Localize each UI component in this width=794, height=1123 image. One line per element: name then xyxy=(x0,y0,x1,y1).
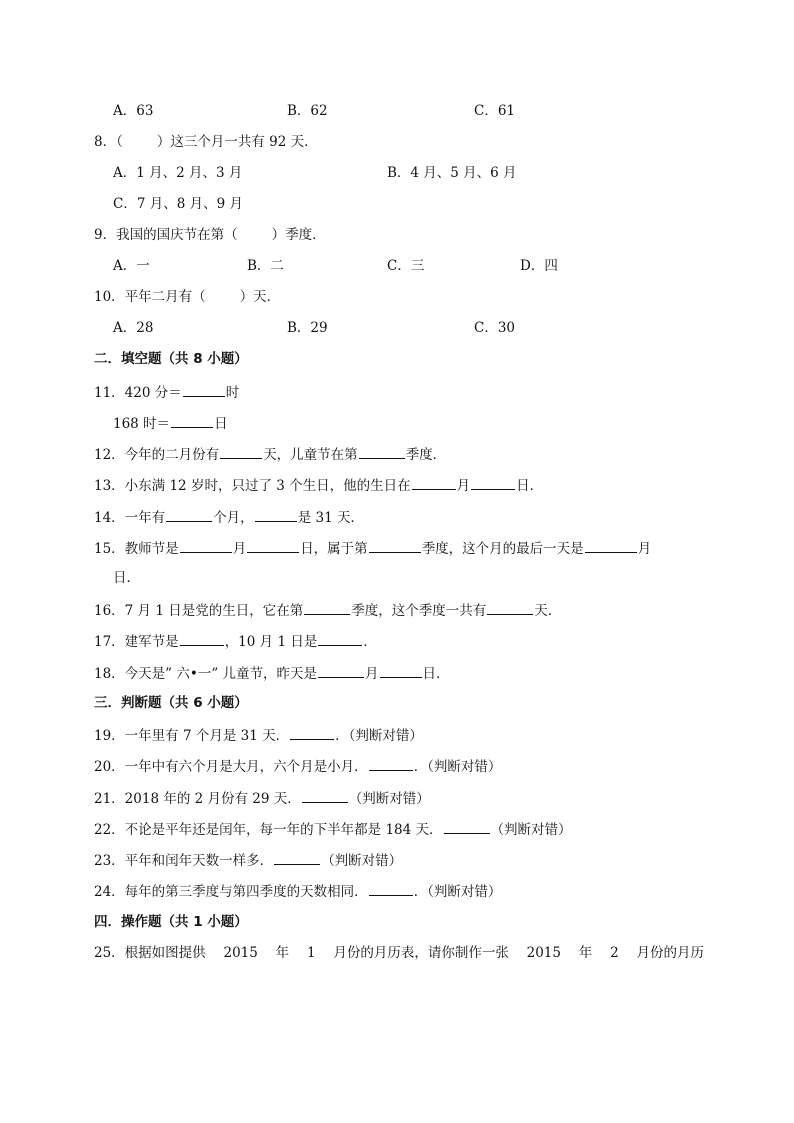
answer-blank[interactable] xyxy=(444,819,490,834)
answer-blank[interactable] xyxy=(359,444,405,459)
q9-option-c: C．三 xyxy=(387,258,425,274)
answer-blank[interactable] xyxy=(380,663,422,678)
q15-part-4: 季度，这个月的最后一天是 xyxy=(421,541,584,557)
q7-option-b: B．62 xyxy=(287,103,328,119)
question-8 xyxy=(94,133,318,151)
question-14 xyxy=(94,507,364,527)
q9-option-b: B．二 xyxy=(247,258,284,274)
q25-word: 2015 xyxy=(526,945,561,961)
answer-blank[interactable] xyxy=(585,538,637,553)
q15-part-2: 月 xyxy=(232,541,247,557)
q13-part-1: 13．小东满 12 岁时，只过了 3 个生日，他的生日在 xyxy=(94,478,411,494)
question-11-line-1 xyxy=(94,382,239,402)
q11-text: 11．420 分＝ xyxy=(94,385,182,401)
q23-suffix: （判断对错） xyxy=(321,853,403,869)
answer-blank[interactable] xyxy=(412,475,456,490)
q19-text: 19．一年里有 7 个月是 31 天． xyxy=(94,728,290,744)
answer-blank[interactable] xyxy=(171,413,213,428)
q15-part-5: 月 xyxy=(637,541,652,557)
q9-text-post: ）季度． xyxy=(271,227,326,243)
q21-text: 21．2018 年的 2 月份有 29 天． xyxy=(94,791,301,807)
q12-part-2: 天，儿童节在第 xyxy=(263,447,358,463)
answer-blank[interactable] xyxy=(369,756,413,771)
q8-option-a: A．1 月、2 月、3 月 xyxy=(113,165,243,181)
q15-part-1: 15．教师节是 xyxy=(94,541,179,557)
answer-blank[interactable] xyxy=(274,850,320,865)
question-15-continuation: 日． xyxy=(113,570,140,586)
q10-text-post: ）天． xyxy=(239,289,281,305)
question-15 xyxy=(94,538,651,558)
q10-option-b: B．29 xyxy=(287,320,328,336)
answer-blank[interactable] xyxy=(255,507,297,522)
q23-text: 23．平年和闰年天数一样多． xyxy=(94,853,274,869)
q22-text: 22．不论是平年还是闰年，每一年的下半年都是 184 天． xyxy=(94,822,443,838)
answer-blank[interactable] xyxy=(183,382,225,397)
question-23 xyxy=(94,850,402,870)
q14-part-1: 14．一年有 xyxy=(94,510,166,526)
q8-number: 8．（ xyxy=(94,134,123,150)
question-11-line-2 xyxy=(113,413,228,433)
question-20 xyxy=(94,756,501,776)
q14-part-2: 个月， xyxy=(213,510,254,526)
q18-part-3: 日． xyxy=(422,666,450,682)
answer-blank[interactable] xyxy=(318,631,362,646)
q22-suffix: （判断对错） xyxy=(490,822,572,838)
q8-text: ）这三个月一共有 92 天． xyxy=(156,134,318,150)
q8-option-c: C．7 月、8 月、9 月 xyxy=(113,196,243,212)
q9-text-pre: 9．我国的国庆节在第（ xyxy=(94,227,238,243)
q11-unit-2: 日 xyxy=(214,416,228,432)
question-21 xyxy=(94,788,430,808)
q12-part-1: 12．今年的二月份有 xyxy=(94,447,220,463)
q10-option-c: C．30 xyxy=(474,320,516,336)
q9-option-d: D．四 xyxy=(520,258,558,274)
q25-word: 1 xyxy=(306,945,316,961)
section-2-heading: 二．填空题（共 8 小题） xyxy=(94,351,248,367)
q20-text: 20．一年中有六个月是大月，六个月是小月． xyxy=(94,759,368,775)
q11-text-2: 168 时＝ xyxy=(113,416,171,432)
q7-option-c: C．61 xyxy=(474,103,516,119)
question-18 xyxy=(94,663,450,683)
q17-part-3: ． xyxy=(363,634,377,650)
question-12 xyxy=(94,444,446,464)
question-13 xyxy=(94,475,543,495)
question-19 xyxy=(94,725,423,745)
q25-word: 25．根据如图提供 xyxy=(94,945,206,961)
answer-blank[interactable] xyxy=(290,725,334,740)
answer-blank[interactable] xyxy=(180,538,232,553)
q12-part-3: 季度． xyxy=(405,447,447,463)
answer-blank[interactable] xyxy=(369,538,421,553)
q11-unit: 时 xyxy=(225,385,240,401)
q15-part-3: 日，属于第 xyxy=(300,541,368,557)
q24-text: 24．每年的第三季度与第四季度的天数相同． xyxy=(94,884,368,900)
answer-blank[interactable] xyxy=(180,631,224,646)
q20-suffix: ．（判断对错） xyxy=(413,759,502,775)
q8-option-b: B．4 月、5 月、6 月 xyxy=(387,165,517,181)
answer-blank[interactable] xyxy=(369,881,413,896)
q10-text-pre: 10．平年二月有（ xyxy=(94,289,206,305)
section-3-heading: 三．判断题（共 6 小题） xyxy=(94,695,248,711)
answer-blank[interactable] xyxy=(302,788,348,803)
q25-word: 月份的月历 xyxy=(636,945,704,961)
q21-suffix: （判断对错） xyxy=(348,791,430,807)
answer-blank[interactable] xyxy=(220,444,262,459)
question-10 xyxy=(94,288,280,306)
question-24 xyxy=(94,881,501,901)
q17-part-2: ，10 月 1 日是 xyxy=(224,634,318,650)
q10-option-a: A．28 xyxy=(113,320,154,336)
q17-part-1: 17．建军节是 xyxy=(94,634,179,650)
q25-word: 2 xyxy=(610,945,619,961)
answer-blank[interactable] xyxy=(304,600,350,615)
q18-part-2: 月 xyxy=(365,666,379,682)
q25-word: 2015 xyxy=(223,945,258,961)
q18-part-1: 18．今天是” 六•一” 儿童节，昨天是 xyxy=(94,666,318,682)
q14-part-3: 是 31 天． xyxy=(297,510,364,526)
q16-part-3: 天． xyxy=(534,603,562,619)
question-9 xyxy=(94,226,326,244)
answer-blank[interactable] xyxy=(166,507,212,522)
q25-word: 年 xyxy=(275,945,290,961)
question-22 xyxy=(94,819,572,839)
q13-part-3: 日． xyxy=(516,478,544,494)
q13-part-2: 月 xyxy=(456,478,471,494)
q24-suffix: ．（判断对错） xyxy=(413,884,502,900)
q9-option-a: A．一 xyxy=(113,258,150,274)
q7-option-a: A．63 xyxy=(113,103,154,119)
q16-part-1: 16．7 月 1 日是党的生日，它在第 xyxy=(94,603,304,619)
q25-word: 月份的月历表，请你制作一张 xyxy=(333,945,509,961)
answer-blank[interactable] xyxy=(487,600,533,615)
section-4-heading: 四．操作题（共 1 小题） xyxy=(94,914,248,930)
q19-suffix: ．（判断对错） xyxy=(335,728,423,744)
q16-part-2: 季度，这个季度一共有 xyxy=(351,603,487,619)
question-16 xyxy=(94,600,561,620)
answer-blank[interactable] xyxy=(471,475,515,490)
answer-blank[interactable] xyxy=(318,663,364,678)
question-17 xyxy=(94,631,377,651)
q25-word: 年 xyxy=(578,945,593,961)
question-25 xyxy=(94,944,704,962)
answer-blank[interactable] xyxy=(247,538,299,553)
